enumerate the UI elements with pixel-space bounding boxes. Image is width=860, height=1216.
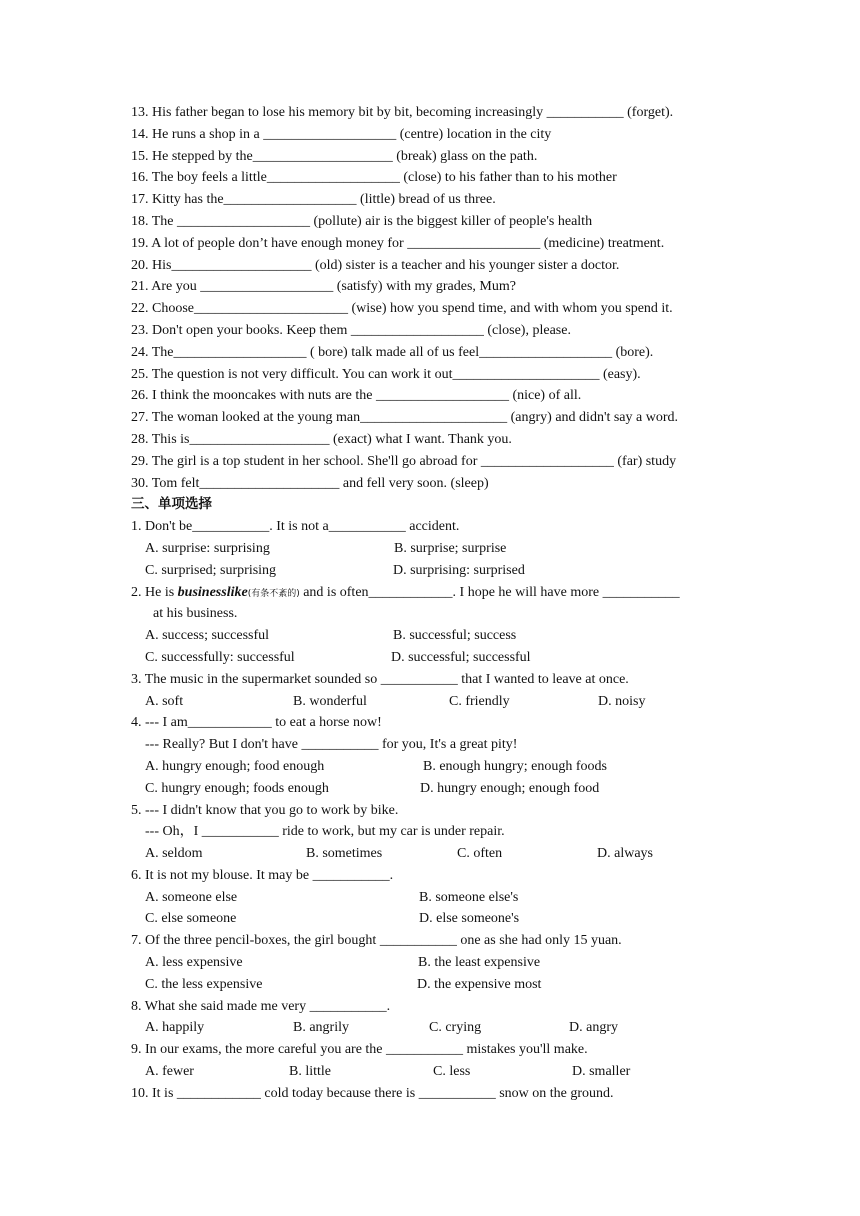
fill-item: 23. Don't open your books. Keep them ___________________ (close), please.	[131, 322, 571, 338]
option-a: A. seldom	[145, 846, 203, 862]
option-b: B. surprise; surprise	[394, 540, 507, 556]
question-2-stem-continued: at his business.	[153, 606, 238, 622]
option-a: A. success; successful	[145, 628, 270, 644]
question-2-options-row-1	[131, 625, 741, 647]
question-4-stem: 4. --- I am____________ to eat a horse now!	[131, 715, 382, 731]
option-a: A. hungry enough; food enough	[145, 758, 325, 774]
option-c: C. the less expensive	[145, 976, 263, 992]
question-1-stem: 1. Don't be___________. It is not a___________ accident.	[131, 519, 460, 535]
question-1-options-row-1	[131, 538, 741, 560]
question-2-stem	[131, 582, 741, 604]
option-b: B. someone else's	[419, 889, 519, 905]
question-5-stem-2: --- Oh，I ___________ ride to work, but my car is under repair.	[145, 824, 505, 840]
question-4-options-row-1	[131, 756, 741, 778]
option-b: B. little	[289, 1064, 331, 1080]
fill-item: 26. I think the mooncakes with nuts are the ___________________ (nice) of all.	[131, 388, 582, 404]
question-5-options	[131, 843, 741, 865]
option-b: B. angrily	[293, 1020, 349, 1036]
option-c: C. less	[433, 1064, 471, 1080]
option-d: D. angry	[569, 1020, 618, 1036]
option-c: C. surprised; surprising	[145, 562, 277, 578]
question-7-options-row-2	[131, 974, 741, 996]
question-9-stem: 9. In our exams, the more careful you are the ___________ mistakes you'll make.	[131, 1042, 588, 1058]
option-d: D. else someone's	[419, 911, 520, 927]
option-b: B. the least expensive	[418, 955, 541, 971]
question-8-stem: 8. What she said made me very ___________.	[131, 998, 391, 1014]
option-a: A. fewer	[145, 1064, 194, 1080]
fill-item: 28. This is____________________ (exact) what I want. Thank you.	[131, 431, 512, 447]
question-3-stem: 3. The music in the supermarket sounded so ___________ that I wanted to leave at once.	[131, 671, 629, 687]
option-d: D. surprising: surprised	[393, 562, 525, 578]
option-d: D. noisy	[598, 693, 646, 709]
question-8-options	[131, 1017, 741, 1039]
chinese-note: (有条不紊的)	[247, 588, 300, 599]
fill-item: 27. The woman looked at the young man_____________________ (angry) and didn't say a word.	[131, 410, 679, 426]
fill-item: 18. The ___________________ (pollute) air is the biggest killer of people's health	[131, 213, 593, 229]
question-2-stem-post: and is often____________. I hope he will have more ___________	[299, 584, 680, 600]
fill-item: 22. Choose______________________ (wise) how you spend time, and with whom you spend it.	[131, 301, 673, 317]
question-6-stem: 6. It is not my blouse. It may be ___________.	[131, 867, 394, 883]
question-6-options-row-1	[131, 887, 741, 909]
question-10-stem: 10. It is ____________ cold today because there is ___________ snow on the ground.	[131, 1085, 614, 1101]
option-c: C. hungry enough; foods enough	[145, 780, 329, 796]
option-b: B. successful; success	[393, 628, 517, 644]
option-d: D. hungry enough; enough food	[420, 780, 600, 796]
question-1-options-row-2	[131, 560, 741, 582]
option-a: A. someone else	[145, 889, 238, 905]
option-d: D. successful; successful	[391, 649, 531, 665]
option-c: C. crying	[429, 1020, 482, 1036]
fill-item: 17. Kitty has the___________________ (little) bread of us three.	[131, 192, 496, 208]
option-d: D. smaller	[572, 1064, 631, 1080]
question-9-options	[131, 1061, 741, 1083]
option-d: D. always	[597, 846, 653, 862]
question-7-options-row-1	[131, 952, 741, 974]
question-2-stem-pre: 2. He is	[131, 584, 178, 600]
fill-item: 15. He stepped by the____________________ (break) glass on the path.	[131, 148, 538, 164]
fill-item: 29. The girl is a top student in her school. She'll go abroad for ___________________ (far) study	[131, 453, 677, 469]
fill-item: 19. A lot of people don’t have enough money for ___________________ (medicine) treatment.	[131, 235, 665, 251]
fill-in-blank-list	[131, 102, 741, 494]
fill-item: 16. The boy feels a little___________________ (close) to his father than to his mother	[131, 170, 617, 186]
question-3-options	[131, 691, 741, 713]
fill-item: 13. His father began to lose his memory bit by bit, becoming increasingly ___________ (forget).	[131, 105, 674, 120]
option-a: A. soft	[145, 693, 184, 709]
fill-item: 24. The___________________ ( bore) talk made all of us feel___________________ (bore).	[131, 344, 654, 360]
exam-content	[131, 102, 741, 1105]
question-4-stem-2: --- Really? But I don't have ___________ for you, It's a great pity!	[145, 737, 518, 753]
option-b: B. sometimes	[306, 846, 383, 862]
question-6-options-row-2	[131, 908, 741, 930]
option-a: A. surprise: surprising	[145, 540, 270, 556]
fill-item: 21. Are you ___________________ (satisfy) with my grades, Mum?	[131, 279, 516, 295]
question-4-options-row-2	[131, 778, 741, 800]
option-c: C. successfully: successful	[145, 649, 295, 665]
option-c: C. often	[457, 846, 503, 862]
question-2-options-row-2	[131, 647, 741, 669]
fill-item: 25. The question is not very difficult. You can work it out_____________________ (easy).	[131, 366, 641, 382]
question-5-stem: 5. --- I didn't know that you go to work by bike.	[131, 802, 399, 818]
option-d: D. the expensive most	[417, 976, 542, 992]
fill-item: 14. He runs a shop in a ___________________ (centre) location in the city	[131, 126, 552, 142]
option-a: A. happily	[145, 1020, 205, 1036]
option-a: A. less expensive	[145, 955, 243, 971]
option-c: C. else someone	[145, 911, 237, 927]
option-b: B. enough hungry; enough foods	[423, 758, 607, 774]
fill-item: 30. Tom felt____________________ and fell very soon. (sleep)	[131, 475, 489, 491]
option-b: B. wonderful	[293, 693, 367, 709]
bold-word: businesslike	[177, 584, 248, 600]
section-title: 三、单项选择	[131, 496, 212, 513]
fill-item: 20. His____________________ (old) sister is a teacher and his younger sister a doctor.	[131, 257, 620, 273]
option-c: C. friendly	[449, 693, 510, 709]
question-7-stem: 7. Of the three pencil-boxes, the girl bought ___________ one as she had only 15 yuan.	[131, 933, 622, 949]
